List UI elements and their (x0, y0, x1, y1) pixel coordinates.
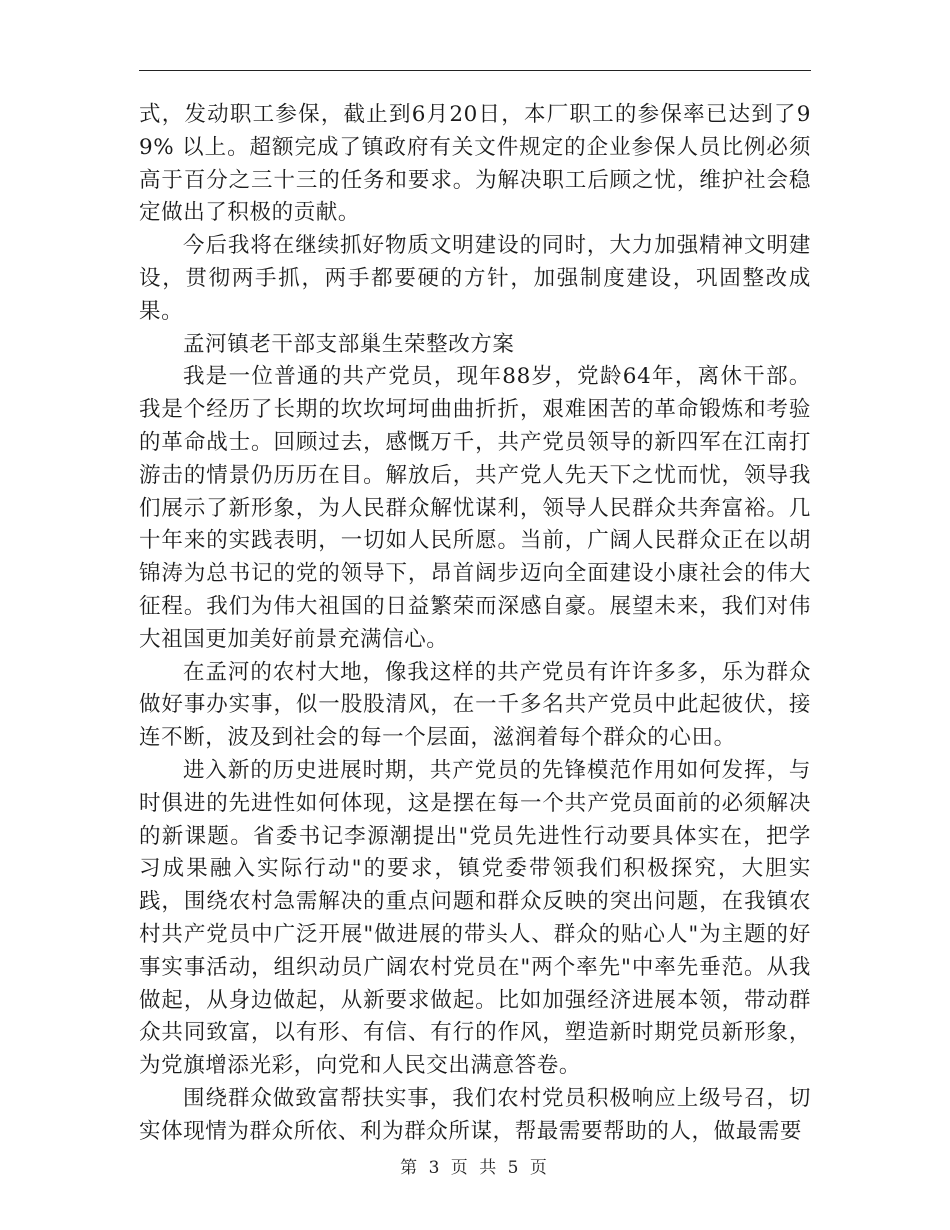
paragraph: 进入新的历史进展时期，共产党员的先锋模范作用如何发挥，与时俱进的先进性如何体现，这是摆在每一个共产党员面前的必须解决的新课题。省委书记李源潮提出"党员先进性行动要具体实在，把学习成果融入实际行动"的要求，镇党委带领我们积极探究，大胆实践，围绕农村急需解决的重点问题和群众反映的突出问题，在我镇农村共产党员中广泛开展"做进展的带头人、群众的贴心人"为主题的好事实事活动，组织动员广阔农村党员在"两个率先"中率先垂范。从我做起，从身边做起，从新要求做起。比如加强经济进展本领，带动群众共同致富，以有形、有信、有行的作风，塑造新时期党员新形象，为党旗增添光彩，向党和人民交出满意答卷。 (139, 757, 811, 1079)
section-title: 孟河镇老干部支部巢生荣整改方案 (183, 331, 515, 357)
paragraph: 今后我将在继续抓好物质文明建设的同时，大力加强精神文明建设，贯彻两手抓，两手都要硬的方针，加强制度建设，巩固整改成果。 (139, 233, 811, 324)
document-body (139, 99, 811, 1149)
paragraph: 在孟河的农村大地，像我这样的共产党员有许许多多，乐为群众做好事办实事，似一股股清风，在一千多名共产党员中此起彼伏，接连不断，波及到社会的每一个层面，滋润着每个群众的心田。 (139, 659, 811, 751)
paragraph: 围绕群众做致富帮扶实事，我们农村党员积极响应上级号召，切实体现情为群众所依、利为群众所谋，帮最需要帮助的人，做最需要 (139, 1085, 811, 1144)
header-rule (139, 70, 811, 71)
paragraph: 式，发动职工参保，截止到6月20日，本厂职工的参保率已达到了99% 以上。超额完成了镇政府有关文件规定的企业参保人员比例必须高于百分之三十三的任务和要求。为解决职工后顾之忧，维护社会稳定做出了积极的贡献。 (139, 102, 811, 226)
page-number-footer: 第 3 页 共 5 页 (400, 1158, 550, 1178)
paragraph: 我是一位普通的共产党员，现年88岁，党龄64年，离休干部。我是个经历了长期的坎坎坷坷曲曲折折，艰难困苦的革命锻炼和考验的革命战士。回顾过去，感慨万千，共产党员领导的新四军在江南打游击的情景仍历历在目。解放后，共产党人先天下之忧而忧，领导我们展示了新形象，为人民群众解忧谋利，领导人民群众共奔富裕。几十年来的实践表明，一切如人民所愿。当前，广阔人民群众正在以胡锦涛为总书记的党的领导下，昂首阔步迈向全面建设小康社会的伟大征程。我们为伟大祖国的日益繁荣而深感自豪。展望未来，我们对伟大祖国更加美好前景充满信心。 (139, 364, 811, 652)
